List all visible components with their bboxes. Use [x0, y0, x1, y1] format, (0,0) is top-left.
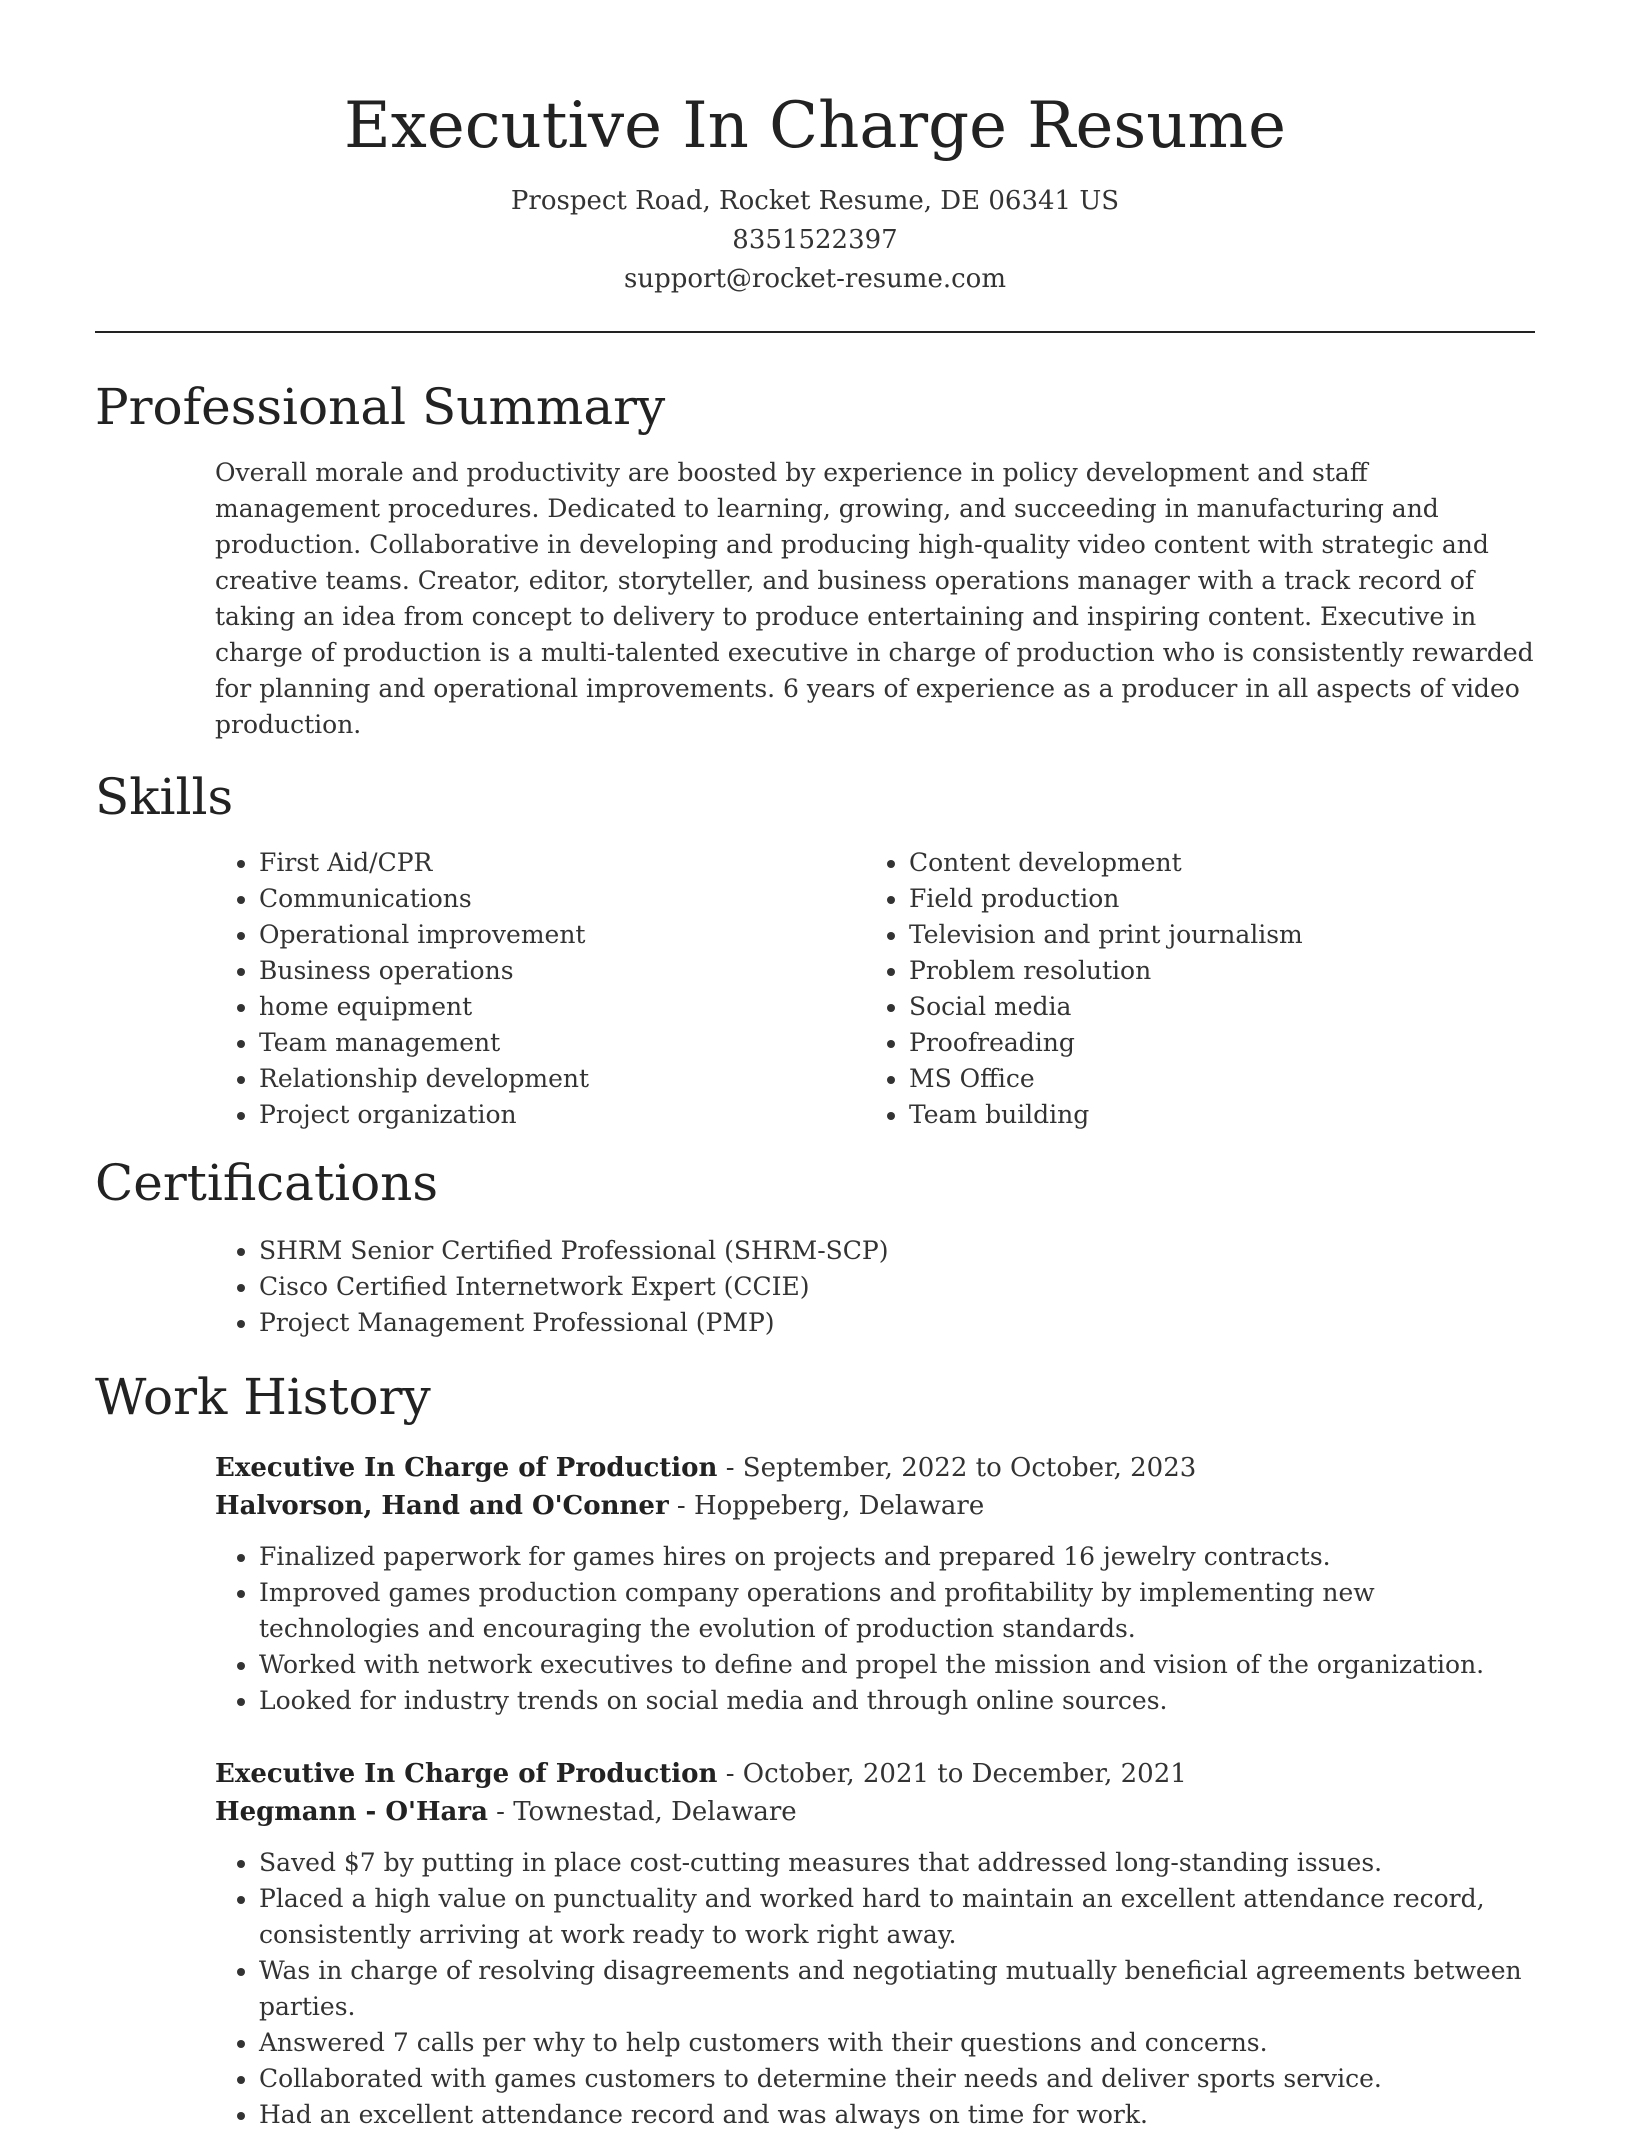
- skill-item: • Television and print journalism: [909, 917, 1515, 953]
- skill-item: • Team building: [909, 1097, 1515, 1133]
- job-bullet-list: [215, 1845, 1535, 2133]
- skill-item: • Relationship development: [259, 1061, 865, 1097]
- job-bullet: • Saved $7 by putting in place cost-cutting measures that addressed long-standing issues.: [259, 1845, 1535, 1881]
- job-entry: [215, 1449, 1535, 1719]
- skill-item: • Business operations: [259, 953, 865, 989]
- contact-email: support@rocket-resume.com: [623, 264, 1006, 294]
- job-role: Executive In Charge of Production: [215, 1759, 718, 1789]
- skill-item: • First Aid/CPR: [259, 845, 865, 881]
- contact-phone: 8351522397: [732, 225, 898, 255]
- job-bullet: • Placed a high value on punctuality and worked hard to maintain an excellent attendance record, consistently arriving at work ready to work right away.: [259, 1881, 1535, 1953]
- skills-list: [215, 845, 1535, 1133]
- skills-column-right: [865, 845, 1515, 1133]
- skill-item: • Proofreading: [909, 1025, 1515, 1061]
- header-divider: [95, 331, 1535, 333]
- job-bullet: • Collaborated with games customers to determine their needs and deliver sports service.: [259, 2061, 1535, 2097]
- summary-text: Overall morale and productivity are boosted by experience in policy development and staff management procedures. Dedicated to learning, growing, and succeeding in manufacturing and production. Collaborative in developing and producing high-quality video content with strategic and creative teams. Creator, editor, storyteller, and business operations manager with a track record of taking an idea from concept to delivery to produce entertaining and inspiring content. Executive in charge of production is a multi-talented executive in charge of production who is consistently rewarded for planning and operational improvements. 6 years of experience as a producer in all aspects of video production.: [215, 458, 1534, 739]
- job-bullet: • Answered 7 calls per why to help customers with their questions and concerns.: [259, 2025, 1535, 2061]
- skill-item: • Field production: [909, 881, 1515, 917]
- skill-item: • Content development: [909, 845, 1515, 881]
- skill-item: • Team management: [259, 1025, 865, 1061]
- certifications-heading: Certifications: [95, 1154, 439, 1212]
- skill-item: • Problem resolution: [909, 953, 1515, 989]
- job-bullet: • Had an excellent attendance record and was always on time for work.: [259, 2097, 1535, 2133]
- certifications-list: [215, 1233, 1535, 1341]
- certification-item: • Project Management Professional (PMP): [259, 1305, 1535, 1341]
- job-role-line: [215, 1449, 1535, 1487]
- skills-heading: Skills: [95, 768, 234, 826]
- work-history-heading: Work History: [95, 1368, 431, 1426]
- contact-block: [95, 182, 1535, 299]
- contact-address: Prospect Road, Rocket Resume, DE 06341 US: [510, 186, 1120, 216]
- job-entry: [215, 1755, 1535, 2133]
- job-location: - Hoppeberg, Delaware: [668, 1491, 985, 1521]
- skill-item: • Project organization: [259, 1097, 865, 1133]
- job-bullet: • Looked for industry trends on social media and through online sources.: [259, 1683, 1535, 1719]
- job-bullet: • Worked with network executives to define and propel the mission and vision of the organization.: [259, 1647, 1535, 1683]
- skill-item: • home equipment: [259, 989, 865, 1025]
- skill-item: • MS Office: [909, 1061, 1515, 1097]
- skills-column-left: [215, 845, 865, 1133]
- skill-item: • Communications: [259, 881, 865, 917]
- job-location: - Townestad, Delaware: [487, 1797, 797, 1827]
- job-company: Hegmann - O'Hara: [215, 1797, 488, 1827]
- summary-heading: Professional Summary: [95, 378, 666, 436]
- job-role-line: [215, 1755, 1535, 1793]
- job-company-line: [215, 1793, 1535, 1831]
- resume-header: [95, 0, 1535, 333]
- skill-item: • Operational improvement: [259, 917, 865, 953]
- skill-item: • Social media: [909, 989, 1515, 1025]
- job-bullet: • Improved games production company operations and profitability by implementing new technologies and encouraging the evolution of production standards.: [259, 1575, 1535, 1647]
- job-dates: - October, 2021 to December, 2021: [717, 1759, 1187, 1789]
- resume-title: Executive In Charge Resume: [344, 89, 1286, 163]
- job-bullet-list: [215, 1539, 1535, 1719]
- job-company: Halvorson, Hand and O'Conner: [215, 1491, 669, 1521]
- certification-item: • Cisco Certified Internetwork Expert (CCIE): [259, 1269, 1535, 1305]
- job-bullet: • Was in charge of resolving disagreements and negotiating mutually beneficial agreements between parties.: [259, 1953, 1535, 2025]
- job-bullet: • Finalized paperwork for games hires on projects and prepared 16 jewelry contracts.: [259, 1539, 1535, 1575]
- job-role: Executive In Charge of Production: [215, 1453, 718, 1483]
- job-company-line: [215, 1487, 1535, 1525]
- certification-item: • SHRM Senior Certified Professional (SHRM-SCP): [259, 1233, 1535, 1269]
- resume-page: [95, 0, 1535, 2133]
- job-dates: - September, 2022 to October, 2023: [717, 1453, 1197, 1483]
